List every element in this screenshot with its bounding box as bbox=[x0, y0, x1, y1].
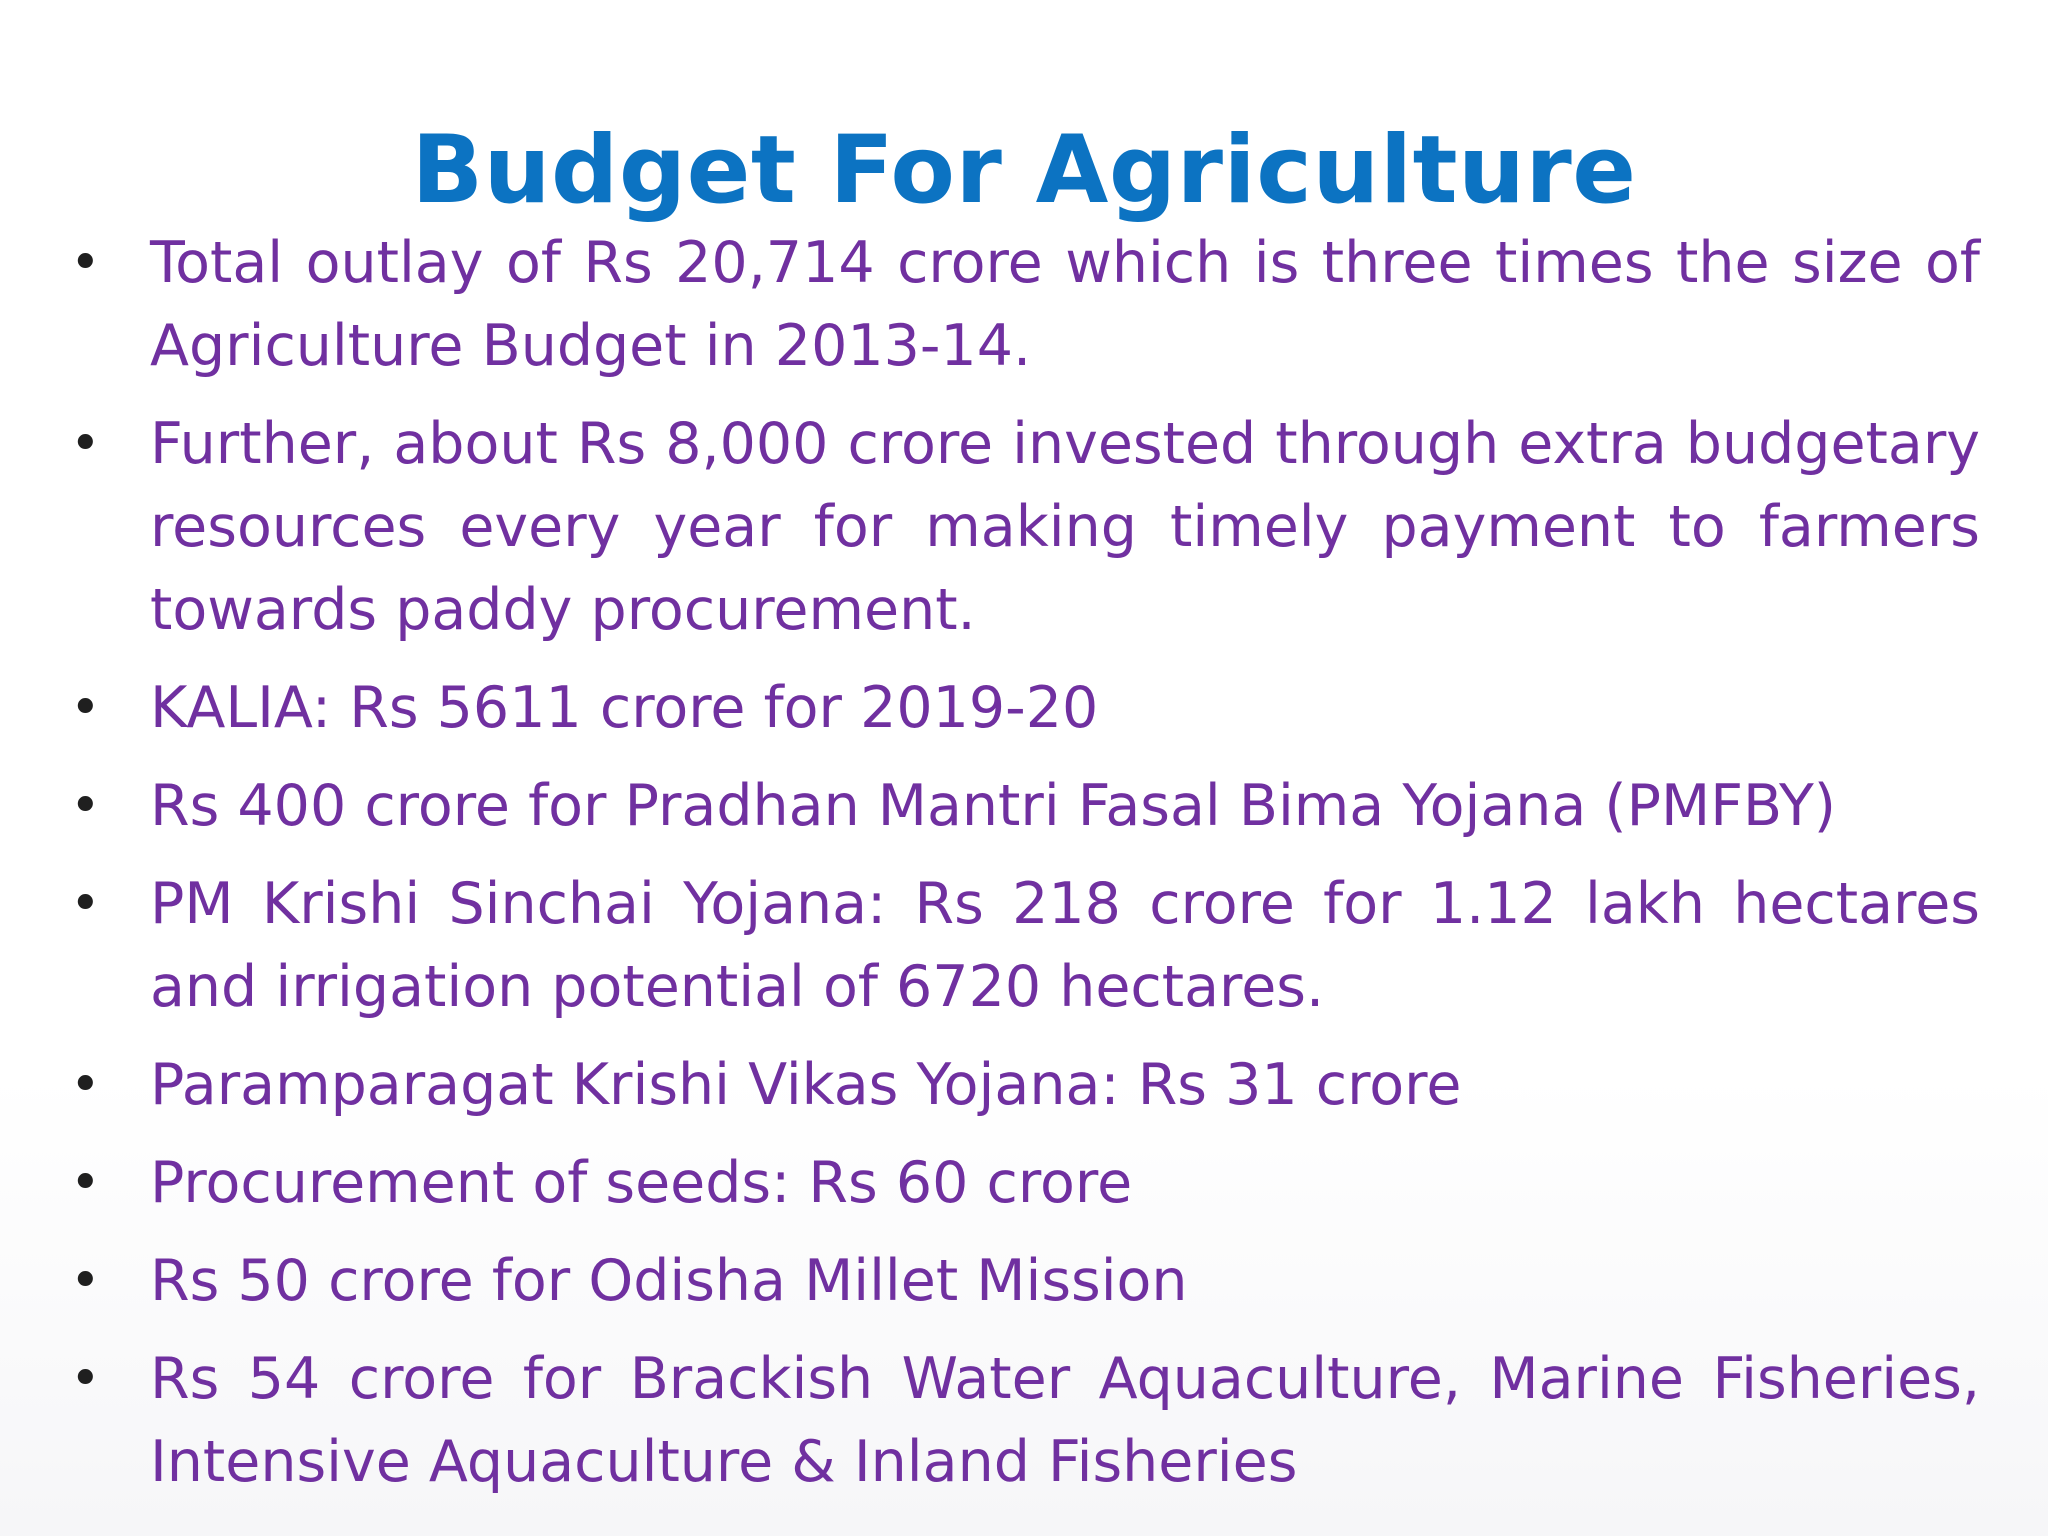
bullet-dot-icon: • bbox=[70, 1349, 101, 1409]
bullet-text: Total outlay of Rs 20,714 crore which is three times the size of Agriculture Budget in 2013-14. bbox=[150, 230, 1980, 379]
bullet-dot-icon: • bbox=[70, 1153, 101, 1213]
bullet-dot-icon: • bbox=[70, 1055, 101, 1115]
bullet-text: Rs 50 crore for Odisha Millet Mission bbox=[150, 1248, 1188, 1314]
bullet-text: Further, about Rs 8,000 crore invested through extra budgetary resources every year for making timely payment to farmers towards paddy procurement. bbox=[150, 411, 1980, 643]
bullet-text: Rs 400 crore for Pradhan Mantri Fasal Bima Yojana (PMFBY) bbox=[150, 773, 1837, 839]
slide-title: Budget For Agriculture bbox=[411, 115, 1637, 225]
bullet-dot-icon: • bbox=[70, 1251, 101, 1311]
bullet-dot-icon: • bbox=[70, 874, 101, 934]
bullet-item-kalia bbox=[68, 667, 1980, 750]
bullet-item-total-outlay bbox=[68, 222, 1980, 388]
bullet-item-seeds bbox=[68, 1142, 1980, 1225]
bullet-item-pm-krishi-sinchai bbox=[68, 863, 1980, 1029]
bullet-item-pmfby bbox=[68, 765, 1980, 848]
bullet-text: Procurement of seeds: Rs 60 crore bbox=[150, 1150, 1133, 1216]
bullet-text: KALIA: Rs 5611 crore for 2019-20 bbox=[150, 675, 1099, 741]
bullet-dot-icon: • bbox=[70, 776, 101, 836]
bullet-text: PM Krishi Sinchai Yojana: Rs 218 crore for 1.12 lakh hectares and irrigation potential of 6720 hectares. bbox=[150, 871, 1980, 1020]
bullet-dot-icon: • bbox=[70, 678, 101, 738]
bullet-text: Paramparagat Krishi Vikas Yojana: Rs 31 crore bbox=[150, 1052, 1462, 1118]
bullet-dot-icon: • bbox=[70, 414, 101, 474]
bullet-item-millet-mission bbox=[68, 1240, 1980, 1323]
bullet-text: Rs 54 crore for Brackish Water Aquaculture, Marine Fisheries, Intensive Aquaculture & Inland Fisheries bbox=[150, 1346, 1980, 1495]
bullet-list bbox=[68, 222, 1980, 1519]
bullet-item-paramparagat bbox=[68, 1044, 1980, 1127]
bullet-item-extra-budgetary bbox=[68, 403, 1980, 652]
bullet-dot-icon: • bbox=[70, 233, 101, 293]
bullet-item-fisheries bbox=[68, 1338, 1980, 1504]
